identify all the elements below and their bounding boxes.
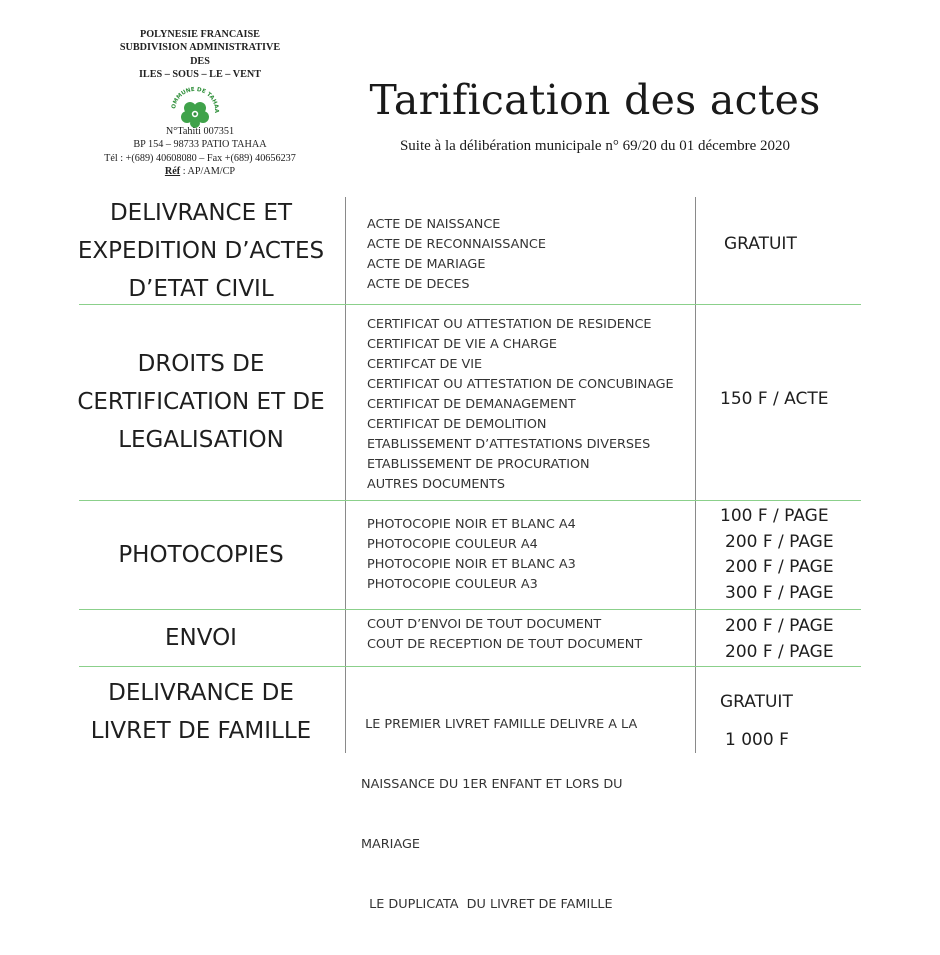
item-line: LE DUPLICATA DU LIVRET DE FAMILLE [361,897,613,912]
admin-line: POLYNESIE FRANCAISE [140,29,260,40]
contact-block [80,125,320,179]
category-cell [66,536,336,574]
price-value: 1 000 F [725,730,789,750]
items-cell [367,215,692,295]
category-line: LIVRET DE FAMILLE [90,718,312,744]
item-line: ACTE DE RECONNAISSANCE [367,237,546,252]
items-cell [367,515,692,595]
item-line: ETABLISSEMENT DE PROCURATION [367,457,590,472]
admin-line: SUBDIVISION ADMINISTRATIVE [119,42,281,54]
category-line: PHOTOCOPIES [118,542,284,568]
category-line: DROITS DE [137,351,265,377]
item-line: CERTIFICAT DE DEMANAGEMENT [367,397,576,412]
category-line: EXPEDITION D’ACTES [77,238,325,264]
row-divider [79,666,861,667]
price-value: GRATUIT [720,692,793,712]
item-line: ETABLISSEMENT D’ATTESTATIONS DIVERSES [367,437,651,452]
items-cell [367,315,692,495]
contact-line: BP 154 – 98733 PATIO TAHAA [133,139,267,151]
item-line: PHOTOCOPIE NOIR ET BLANC A4 [367,517,576,532]
items-cell [367,615,692,655]
item-line: CERTIFICAT DE VIE A CHARGE [367,337,558,352]
admin-line: ILES – SOUS – LE – VENT [138,68,262,80]
administration-block [100,28,300,81]
column-divider-left [345,197,346,753]
item-line: PHOTOCOPIE COULEUR A4 [367,537,538,552]
item-line: PHOTOCOPIE COULEUR A3 [367,577,538,592]
item-line: COUT D’ENVOI DE TOUT DOCUMENT [367,617,602,632]
row-divider [79,609,861,610]
logo-text: OMMUNE DE TAHAA [171,86,220,114]
category-cell [66,194,336,308]
item-line: ACTE DE MARIAGE [367,257,486,272]
category-cell [66,619,336,657]
category-line: DELIVRANCE ET [109,200,293,226]
contact-line: Tél : +(689) 40608080 – Fax +(689) 40656237 [104,152,296,164]
item-line: MARIAGE [361,837,420,852]
contact-line: N°Tahiti 007351 [165,126,235,137]
category-line: ENVOI [165,625,237,651]
page-title: Tarification des actes [369,76,821,124]
price-value: 300 F / PAGE [725,583,834,603]
reference-line [80,165,320,178]
reference-value: : AP/AM/CP [180,166,236,178]
column-divider-right [695,197,696,753]
item-line: CERTIFICAT OU ATTESTATION DE RESIDENCE [367,317,652,332]
reference-label: Réf [164,166,181,178]
row-divider [79,500,861,501]
price-value: GRATUIT [724,234,797,254]
item-line: CERTIFICAT OU ATTESTATION DE CONCUBINAGE [367,377,674,392]
category-line: CERTIFICATION ET DE [77,389,325,415]
price-value: 150 F / ACTE [720,389,829,409]
item-line: CERTIFCAT DE VIE [367,357,483,372]
item-line: AUTRES DOCUMENTS [367,477,505,492]
category-line: D’ETAT CIVIL [128,276,274,302]
item-line: ACTE DE NAISSANCE [367,217,501,232]
items-cell [361,675,686,955]
item-line: PHOTOCOPIE NOIR ET BLANC A3 [367,557,576,572]
admin-line: DES [190,55,210,67]
item-line: LE PREMIER LIVRET FAMILLE DELIVRE A LA [361,717,638,732]
price-value: 200 F / PAGE [725,532,834,552]
category-line: LEGALISATION [118,427,284,453]
page-subtitle: Suite à la délibération municipale n° 69/20 du 01 décembre 2020 [399,138,791,154]
price-value: 200 F / PAGE [725,557,834,577]
item-line: ACTE DE DECES [367,277,470,292]
category-cell [66,345,336,459]
item-line: CERTIFICAT DE DEMOLITION [367,417,547,432]
item-line: COUT DE RECEPTION DE TOUT DOCUMENT [367,637,643,652]
category-line: DELIVRANCE DE [108,680,294,706]
category-cell [66,674,336,750]
price-value: 100 F / PAGE [720,506,829,526]
price-value: 200 F / PAGE [725,616,834,636]
price-value: 200 F / PAGE [725,642,834,662]
item-line: NAISSANCE DU 1ER ENFANT ET LORS DU [361,777,623,792]
